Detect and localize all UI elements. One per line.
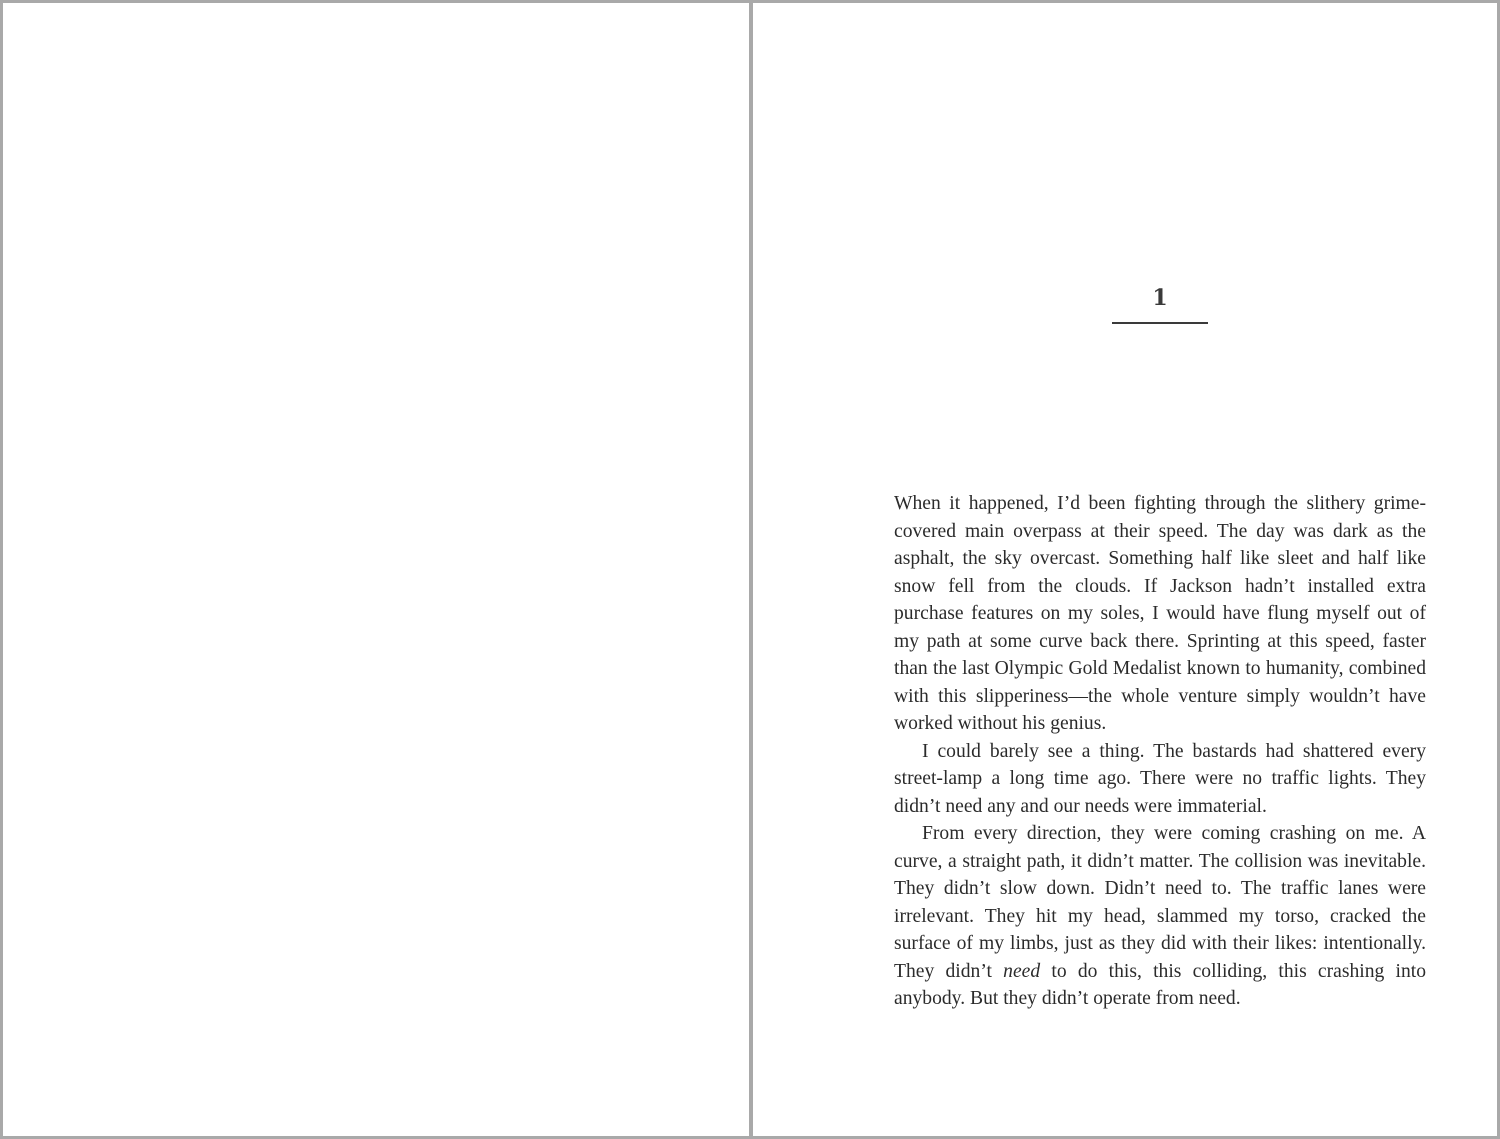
paragraph-2: I could barely see a thing. The bastards had shattered every street-lamp a long time ago. There were no traffic lights. They didn’t need any and our needs were immaterial. [894, 740, 1426, 817]
chapter-number: 1 [1152, 285, 1168, 311]
emphasized-word: need [1003, 960, 1041, 982]
paragraph-1: When it happened, I’d been fighting through the slithery grime-covered main overpass at their speed. The day was dark as the asphalt, the sky overcast. Something half like sleet and half like snow fell from the clouds. If Jackson hadn’t installed extra purchase features on my soles, I would have flung myself out of my path at some curve back there. Sprinting at this speed, faster than the last Olympic Gold Medalist known to humanity, combined with this slipperiness—the whole venture simply wouldn’t have worked without his genius. [894, 493, 1426, 734]
left-page [3, 3, 749, 1136]
chapter-rule-divider [1112, 322, 1208, 324]
paragraph-3 [894, 820, 1426, 1013]
right-page [753, 3, 1497, 1136]
paragraph-3-text-end: to do this, this colliding, this crashing into anybody. But they didn’t operate from need. [894, 960, 1426, 1009]
paragraph-3-text-start: From every direction, they were coming crashing on me. A curve, a straight path, it didn’t matter. The collision was inevitable. They didn’t slow down. Didn’t need to. The traffic lanes were irrelevant. They hit my head, slammed my torso, cracked the surface of my limbs, just as they did with their likes: intentionally. They didn’t [894, 823, 1426, 982]
chapter-body-text [894, 490, 1426, 1013]
